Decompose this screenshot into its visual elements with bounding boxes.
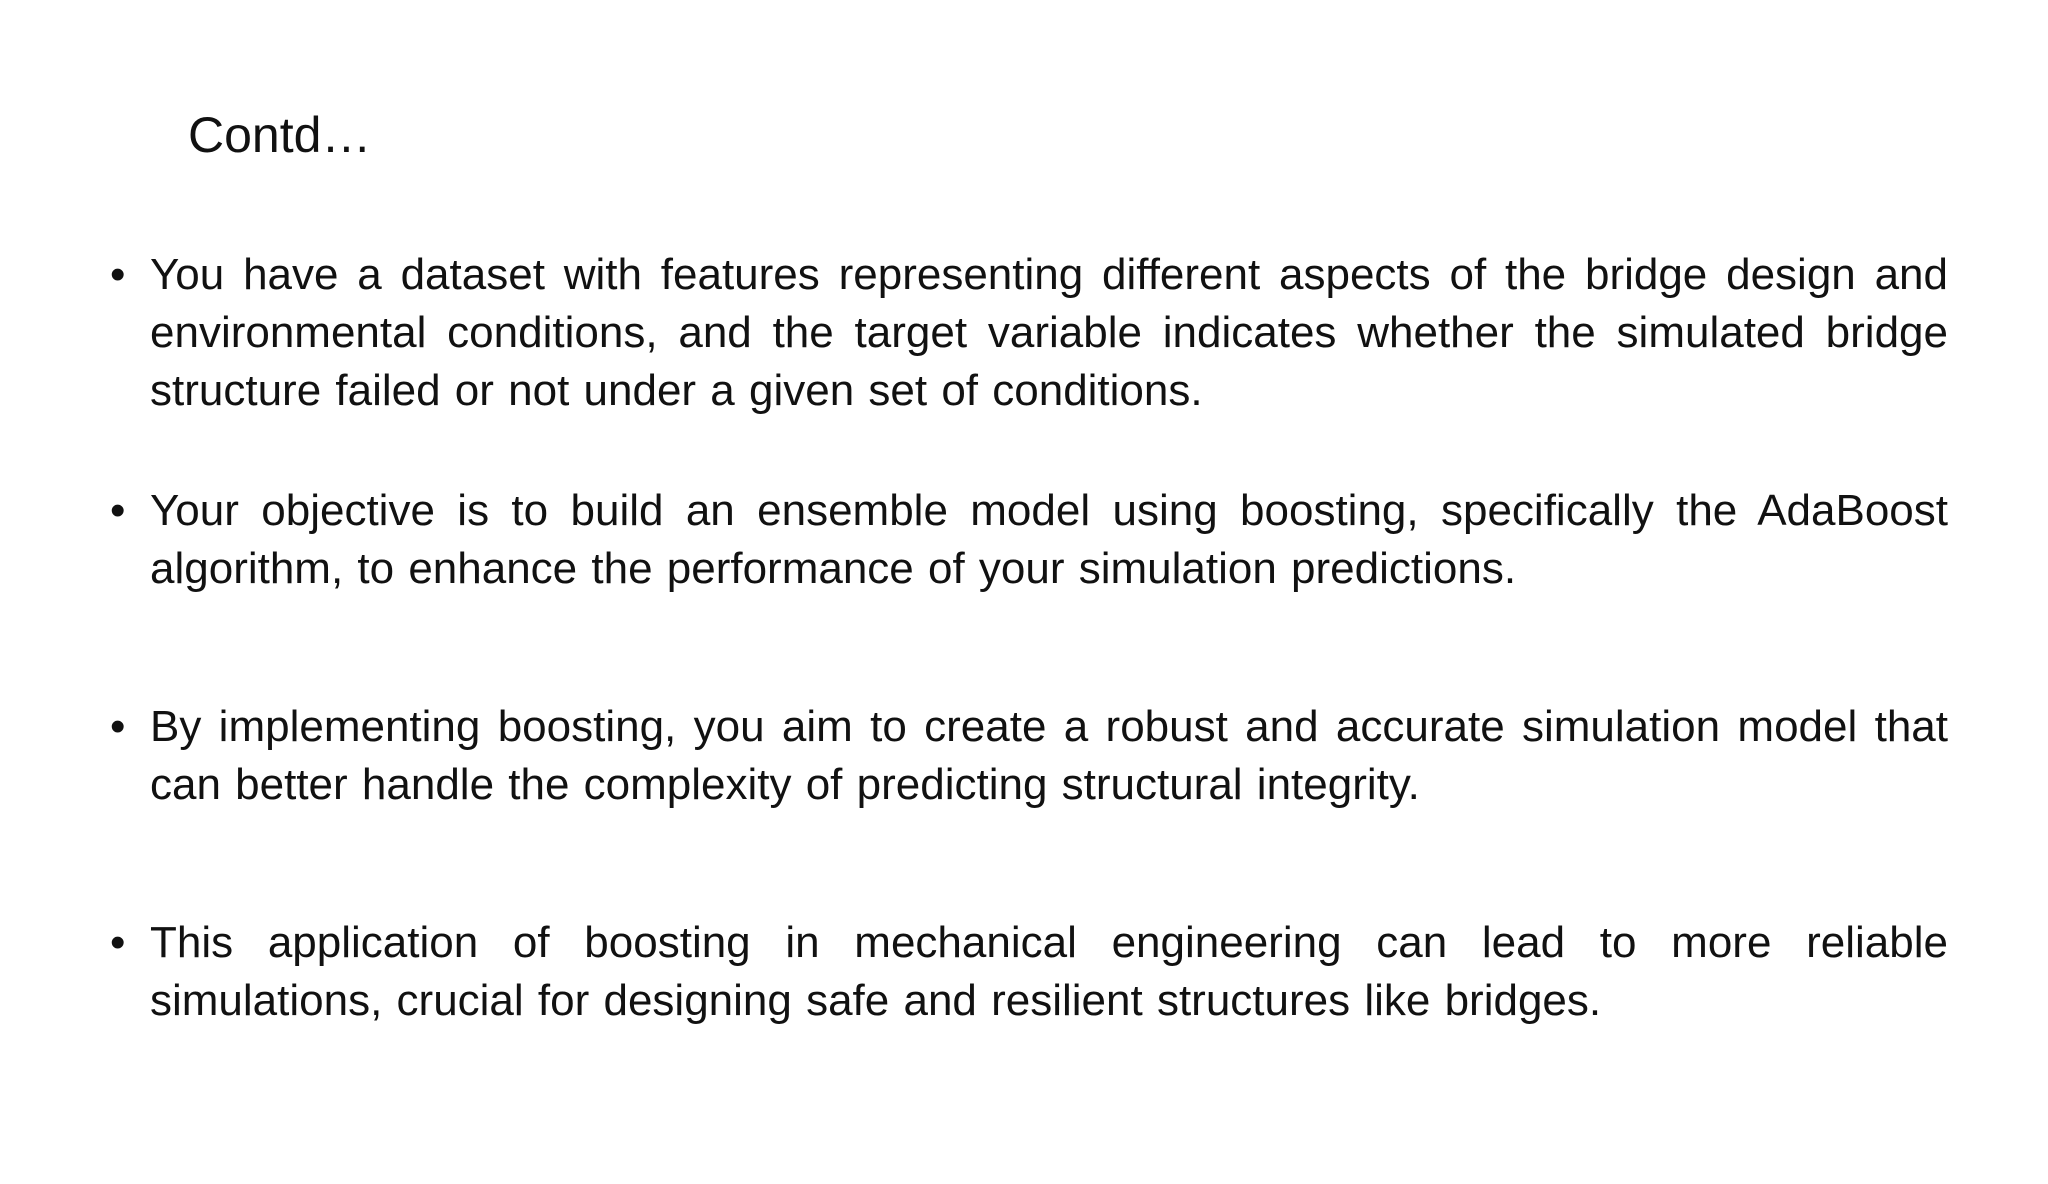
bullet-item xyxy=(110,246,1948,420)
bullet-marker: • xyxy=(110,918,126,967)
bullet-marker: • xyxy=(110,250,126,299)
bullet-marker: • xyxy=(110,702,126,751)
bullet-text: By implementing boosting, you aim to create a robust and accurate simulation model that can better handle the complexity of predicting structural integrity. xyxy=(150,702,1948,809)
slide-title: Contd… xyxy=(188,107,372,163)
bullet-text: You have a dataset with features representing different aspects of the bridge design and environmental conditions, and the target variable indicates whether the simulated bridge structure failed or not under a given set of conditions. xyxy=(150,250,1948,415)
bullet-text: This application of boosting in mechanical engineering can lead to more reliable simulations, crucial for designing safe and resilient structures like bridges. xyxy=(150,918,1948,1025)
bullet-item xyxy=(110,482,1948,598)
bullet-item xyxy=(110,698,1948,814)
bullet-item xyxy=(110,914,1948,1030)
bullet-text: Your objective is to build an ensemble model using boosting, specifically the AdaBoost algorithm, to enhance the performance of your simulation predictions. xyxy=(150,486,1948,593)
bullet-marker: • xyxy=(110,486,126,535)
